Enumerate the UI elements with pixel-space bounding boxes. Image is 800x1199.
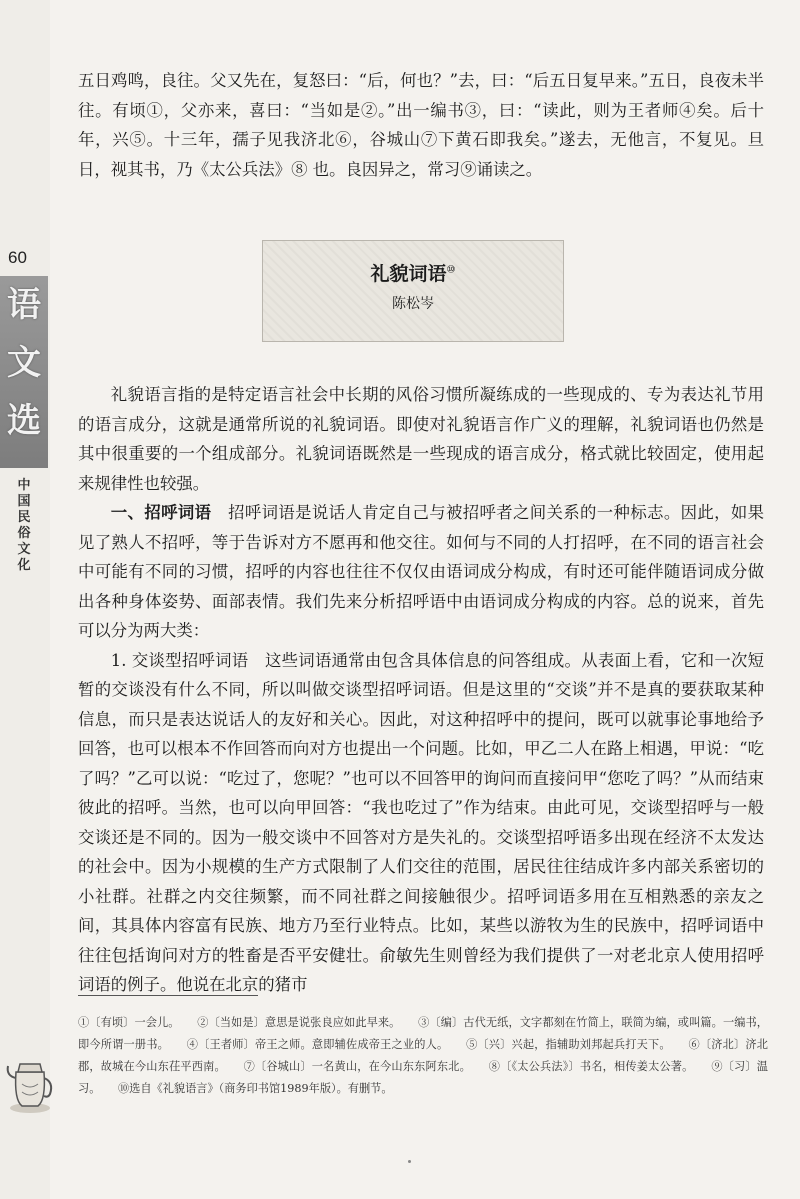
- paragraph-text: 招呼词语是说话人肯定自己与被招呼者之间关系的一种标志。因此，如果见了熟人不招呼，等于告诉对方不愿再和他交往。如何与不同的人打招呼，在不同的语言社会中可能有不同的习惯，招呼的内容也往往不仅仅由语词成分构成，有时还可能伴随语词成分做出各种身体姿势、面部表情。我们先来分析招呼语中由语词成分构成的内容。总的说来，首先可以分为两大类：: [78, 503, 765, 640]
- article-title-box: [262, 240, 564, 342]
- footnote-item: ⑤〔兴〕兴起，指辅助刘邦起兵打天下。: [466, 1038, 671, 1051]
- continued-passage: [78, 66, 764, 184]
- article-title-text: 礼貌词语: [370, 263, 447, 285]
- page-margin: [0, 0, 50, 1199]
- footnote-item: ③〔编〕古代无纸，文字都刻在竹简上，联简为编，或叫篇。一编书，即今所谓一册书。: [78, 1016, 768, 1051]
- band-char: 选: [7, 401, 41, 441]
- article-author: 陈松岑: [392, 296, 434, 312]
- title-note-marker: ⑩: [446, 264, 456, 276]
- footnotes: [78, 1012, 768, 1100]
- footnote-item: ⑧〔《太公兵法》〕书名，相传姜太公著。: [488, 1060, 694, 1073]
- footnote-item: ⑩选自《礼貌语言》（商务印书馆1989年版）。有删节。: [117, 1082, 393, 1095]
- paragraph-intro: 礼貌语言指的是特定语言社会中长期的风俗习惯所凝练成的一些现成的、专为表达礼节用的语言成分，这就是通常所说的礼貌词语。即使对礼貌语言作广义的理解，礼貌词语也仍然是其中很重要的一个组成部分。礼貌词语既然是一些现成的语言成分，格式就比较固定，使用起来规律性也较强。: [78, 385, 764, 493]
- section-heading: 一、招呼词语: [110, 503, 212, 522]
- footnote-divider: [78, 995, 258, 996]
- paragraph-text: 这些词语通常由包含具体信息的问答组成。从表面上看，它和一次短暂的交谈没有什么不同，所以叫做交谈型招呼词语。但是这里的“交谈”并不是真的要获取某种信息，而只是表达说话人的友好和关心。因此，对这种招呼中的提问，既可以就事论事地给予回答，也可以根本不作回答而向对方也提出一个问题。比如，甲乙二人在路上相遇，甲说：“吃了吗？”乙可以说：“吃过了，您呢？”也可以不回答甲的询问而直接问甲“您吃了吗？”从而结束彼此的招呼。当然，也可以向甲回答：“我也吃过了”作为结束。由此可见，交谈型招呼与一般交谈还是不同的。因为一般交谈中不回答对方是失礼的。交谈型招呼语多出现在经济不太发达的社会中。因为小规模的生产方式限制了人们交往的范围，居民往往结成许多内部关系密切的小社群。社群之内交往频繁，而不同社群之间接触很少。招呼词语多用在互相熟悉的亲友之间，其具体内容富有民族、地方乃至行业特点。比如，某些以游牧为生的民族中，招呼词语中往往包括询问对方的牲畜是否平安健壮。俞敏先生则曾经为我们提供了一对老北京人使用招呼词语的例子。他说在北京的猪市: [78, 650, 764, 994]
- scan-speck: [408, 1160, 411, 1163]
- footnote-item: ①〔有顷〕一会儿。: [78, 1016, 180, 1029]
- footnote-item: ⑥〔济北〕济北郡，故城在今山东茌平西南。: [78, 1038, 768, 1073]
- article-body: [78, 380, 764, 1000]
- series-band: [0, 276, 48, 468]
- passage-text: 五日鸡鸣，良往。父又先在，复怒曰：“后，何也？”去，曰：“后五日复早来。”五日，良夜未半往。有顷①，父亦来，喜曰：“当如是②。”出一编书③，曰：“读此，则为王者师④矣。后十年，兴⑤。十三年，孺子见我济北⑥，谷城山⑦下黄石即我矣。”遂去，无他言，不复见。旦日，视其书，乃《太公兵法》⑧ 也。良因异之，常习⑨诵读之。: [78, 71, 764, 179]
- subject-label: 中国民俗文化: [17, 478, 31, 573]
- teapot-icon: [4, 1052, 56, 1114]
- paragraph-greetings: [78, 498, 764, 646]
- article-title: [263, 259, 563, 286]
- subsection-heading: 1. 交谈型招呼词语: [110, 650, 249, 670]
- footnote-item: ②〔当如是〕意思是说张良应如此早来。: [197, 1016, 401, 1029]
- paragraph-conversational: [78, 646, 764, 1000]
- footnote-item: ⑨〔习〕温习。: [78, 1060, 768, 1095]
- footnote-item: ④〔王者师〕帝王之师。意即辅佐成帝王之业的人。: [186, 1038, 449, 1051]
- band-char: 语: [7, 285, 41, 325]
- footnote-item: ⑦〔谷城山〕一名黄山，在今山东东阿东北。: [243, 1060, 471, 1073]
- band-char: 文: [7, 343, 41, 383]
- page-number: 60: [8, 248, 27, 267]
